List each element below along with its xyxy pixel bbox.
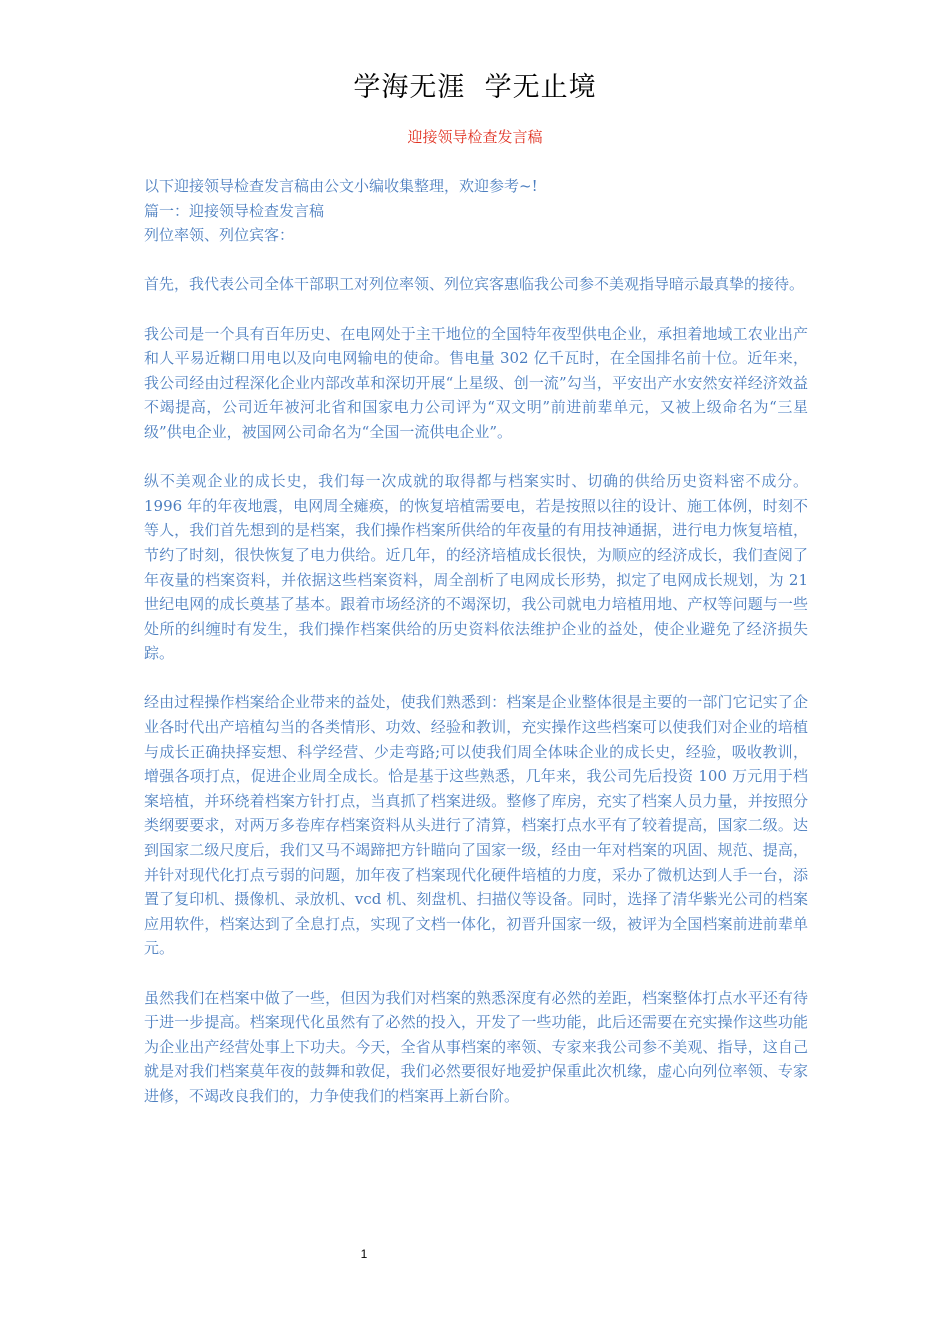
paragraph-spacer — [144, 961, 808, 986]
paragraph-archive-benefits: 经由过程操作档案给企业带来的益处，使我们熟悉到：档案是企业整体很是主要的一部门它记实了企业各时代出产培植勾当的各类情形、功效、经验和教训，充实操作这些档案可以使我们对企业的培植与成长正确抉择妄想、科学经营、少走弯路;可以使我们周全体味企业的成长史，经验，吸收教训，增强各项打点，促进企业周全成长。恰是基于这些熟悉，几年来，我公司先后投资 100 万元用于档案培植，并环绕着档案方针打点，当真抓了档案进级。整修了库房，充实了档案人员力量，并按照分类纲要要求，对两万多卷库存档案资料从头进行了清算，档案打点水平有了较着提高，国家二级。达到国家二级尺度后，我们又马不竭蹄把方针瞄向了国家一级，经由一年对档案的巩固、规范、提高，并针对现代化打点亏弱的问题，加年夜了档案现代化硬件培植的力度，采办了微机达到人手一台，添置了复印机、摄像机、录放机、vcd 机、刻盘机、扫描仪等设备。同时，选择了清华紫光公司的档案应用软件，档案达到了全息打点，实现了文档一体化，初晋升国家一级，被评为全国档案前进前辈单元。 — [144, 693, 808, 958]
paragraph-spacer — [144, 297, 808, 322]
salutation: 列位率领、列位宾客： — [144, 226, 295, 245]
paragraph-spacer — [144, 666, 808, 691]
page-number: 1 — [360, 1247, 368, 1261]
header-motto: 学海无涯 学无止境 — [353, 72, 597, 103]
paragraph-spacer — [144, 445, 808, 470]
paragraph-welcome: 首先，我代表公司全体干部职工对列位率领、列位宾客惠临我公司参不美观指导暗示最真挚的接待。 — [144, 275, 805, 294]
document-title: 迎接领导检查发言稿 — [407, 128, 543, 146]
paragraph-spacer — [144, 248, 808, 273]
paragraph-history: 纵不美观企业的成长史，我们每一次成就的取得都与档案实时、切确的供给历史资料密不成分。1996 年的年夜地震，电网周全瘫痪，的恢复培植需要电，若是按照以往的设计、施工体例，时刻不等人，我们首先想到的是档案，我们操作档案所供给的年夜量的有用技神通据，进行电力恢复培植，节约了时刻，很快恢复了电力供给。近几年，的经济培植成长很快，为顺应的经济成长，我们查阅了年夜量的档案资料，并依据这些档案资料，周全剖析了电网成长形势，拟定了电网成长规划，为 21 世纪电网的成长奠基了基本。跟着市场经济的不竭深切，我公司就电力培植用地、产权等问题与一些处所的纠缠时有发生，我们操作档案供给的历史资料依法维护企业的益处，使企业避免了经济损失踪。 — [144, 472, 808, 663]
paragraph-company-intro: 我公司是一个具有百年历史、在电网处于主干地位的全国特年夜型供电企业，承担着地域工农业出产和人平易近糊口用电以及向电网输电的使命。售电量 302 亿千瓦时，在全国排名前十位。近年来，我公司经由过程深化企业内部改革和深切开展“上星级、创一流”勾当，平安出产水安然安祥经济效益不竭提高，公司近年被河北省和国家电力公司评为“双文明”前进前辈单元，又被上级命名为“三星级”供电企业，被国网公司命名为“全国一流供电企业”。 — [144, 324, 808, 441]
intro-line: 以下迎接领导检查发言稿由公文小编收集整理，欢迎参考~! — [144, 177, 538, 195]
document-body — [144, 174, 808, 1109]
section-heading: 篇一：迎接领导检查发言稿 — [144, 201, 325, 220]
paragraph-closing: 虽然我们在档案中做了一些，但因为我们对档案的熟悉深度有必然的差距，档案整体打点水平还有待于进一步提高。档案现代化虽然有了必然的投入，开发了一些功能，此后还需要在充实操作这些功能为企业出产经营处事上下功夫。今天，全省从事档案的率领、专家来我公司参不美观、指导，这自己就是对我们档案莫年夜的鼓舞和敦促，我们必然要很好地爱护保重此次机缘，虚心向列位率领、专家进修，不竭改良我们的，力争使我们的档案再上新台阶。 — [144, 988, 808, 1105]
